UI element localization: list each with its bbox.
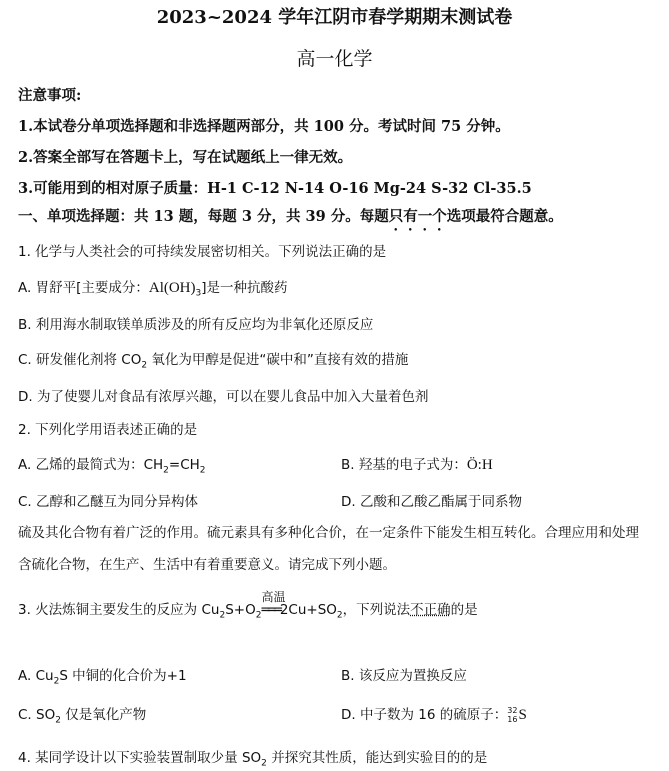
q3-stem xyxy=(18,590,478,621)
q1-c-post: 氧化为甲醇是促进“碳中和”直接有效的措施 xyxy=(147,352,409,368)
q3-sub2: 2 xyxy=(255,610,262,621)
isotope-mass: 32 xyxy=(507,706,518,715)
q3-post1: ，下列说法 xyxy=(342,602,411,618)
q2-option-c: C. 乙醇和乙醚互为同分异构体 xyxy=(18,494,199,510)
notice-item-1: 1.本试卷分单项选择题和非选择题两部分，共 100 分。考试时间 75 分钟。 xyxy=(18,118,510,135)
q1-option-a xyxy=(18,276,288,299)
q4-stem-pre: 4. 某同学设计以下实验装置制取少量 SO xyxy=(18,750,262,766)
q2-a-sub1: 2 xyxy=(163,465,169,476)
section-heading-emph: 只有一个 xyxy=(388,208,447,225)
q2-option-a xyxy=(18,453,206,476)
section-heading-pre: 一、单项选择题：共 13 题，每题 3 分，共 39 分。每题 xyxy=(18,208,389,225)
context-line-2: 含硫化合物，在生产、生活中有着重要意义。请完成下列小题。 xyxy=(18,557,396,573)
q1-a-sub: 3 xyxy=(195,288,202,299)
q3-a-post: S 中铜的化合价为+1 xyxy=(59,668,187,684)
q3-a-sub: 2 xyxy=(53,676,60,687)
q1-stem: 1. 化学与人类社会的可持续发展密切相关。下列说法正确的是 xyxy=(18,244,387,260)
q3-c-pre: C. SO xyxy=(18,707,56,723)
context-line-1: 硫及其化合物有着广泛的作用。硫元素具有多种化合价，在一定条件下能发生相互转化。合理应用和处理 xyxy=(18,525,639,541)
q2-a-sub2: 2 xyxy=(199,465,206,476)
q1-option-c xyxy=(18,348,408,371)
q2-option-d: D. 乙酸和乙酸乙酯属于同系物 xyxy=(341,494,522,510)
q1-a-formula: Al(OH) xyxy=(148,280,196,296)
q2-stem: 2. 下列化学用语表述正确的是 xyxy=(18,422,198,438)
q3-c-post: 仅是氧化产物 xyxy=(60,707,147,723)
reaction-condition: 高温 xyxy=(261,590,286,604)
q4-stem-sub: 2 xyxy=(261,758,267,769)
q2-option-b xyxy=(341,453,493,474)
q1-a-post: ]是一种抗酸药 xyxy=(201,280,288,296)
q3-option-b: B. 该反应为置换反应 xyxy=(341,668,467,684)
q3-option-c xyxy=(18,703,146,726)
q4-stem xyxy=(18,746,487,769)
q3-d-pre: D. 中子数为 16 的硫原子： xyxy=(341,707,508,723)
q4-stem-post: 并探究其性质，能达到实验目的的是 xyxy=(266,750,488,766)
section-heading-post: 选项最符合题意。 xyxy=(446,208,563,225)
q3-sub3: 2 xyxy=(336,610,343,621)
q2-b-pre: B. 羟基的电子式为： xyxy=(341,457,467,473)
notice-heading: 注意事项: xyxy=(18,87,82,104)
q3-sub1: 2 xyxy=(219,610,226,621)
q3-stem-pre: 3. 火法炼铜主要发生的反应为 Cu xyxy=(18,602,220,618)
q3-emph: 不正确 xyxy=(410,602,451,618)
q1-c-pre: C. 研发催化剂将 CO xyxy=(18,352,142,368)
q3-post2: 的是 xyxy=(450,602,478,618)
q3-option-a xyxy=(18,664,187,687)
q1-option-b: B. 利用海水制取镁单质涉及的所有反应均为非氧化还原反应 xyxy=(18,317,374,333)
equals-sign: ═══ xyxy=(261,602,280,618)
isotope-atomic: 16 xyxy=(507,715,518,724)
notice-item-3: 3.可能用到的相对原子质量：H-1 C-12 N-14 O-16 Mg-24 S-32 Cl-35.5 xyxy=(18,180,532,197)
q1-a-pre: A. 胃舒平[主要成分： xyxy=(18,280,149,296)
q2-b-formula: Ö:H xyxy=(466,457,493,473)
q3-a-pre: A. Cu xyxy=(18,668,54,684)
isotope-symbol: S xyxy=(518,707,527,723)
q3-c-sub: 2 xyxy=(55,715,61,726)
q3-mid1: S+O xyxy=(225,602,256,618)
q1-c-sub: 2 xyxy=(141,360,148,371)
q3-option-d xyxy=(341,703,527,724)
reaction-arrow xyxy=(261,590,286,618)
q3-mid2: 2Cu+SO xyxy=(279,602,337,618)
q2-a-mid: =CH xyxy=(168,457,200,473)
q2-a-pre: A. 乙烯的最简式为：CH xyxy=(18,457,164,473)
notice-item-2: 2.答案全部写在答题卡上，写在试题纸上一律无效。 xyxy=(18,149,353,166)
isotope-notation xyxy=(507,706,517,724)
q1-option-d: D. 为了使婴儿对食品有浓厚兴趣，可以在婴儿食品中加入大量着色剂 xyxy=(18,389,429,405)
section-heading xyxy=(18,205,563,234)
page-title: 2023~2024 学年江阴市春学期期末测试卷 xyxy=(156,7,513,28)
page-subtitle: 高一化学 xyxy=(296,48,373,70)
